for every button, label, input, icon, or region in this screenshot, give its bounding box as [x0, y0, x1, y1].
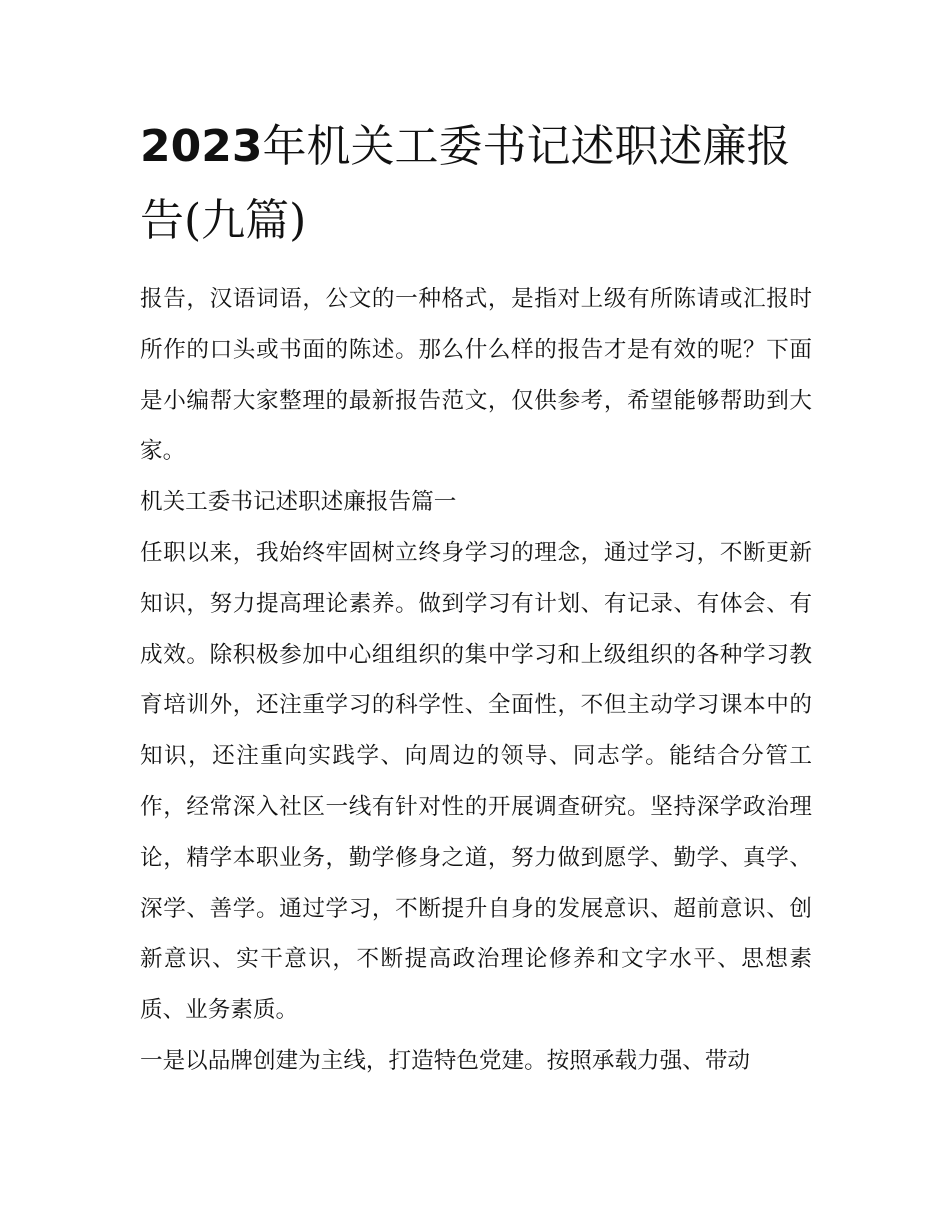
- section-heading: 机关工委书记述职述廉报告篇一: [140, 489, 457, 516]
- body-paragraph-1: 任职以来，我始终牢固树立终身学习的理念，通过学习，不断更新知识，努力提高理论素养。做到学习有计划、有记录、有体会、有成效。除积极参加中心组组织的集中学习和上级组织的各种学习教育培训外，还注重学习的科学性、全面性，不但主动学习课本中的知识，还注重向实践学、向周边的领导、同志学。能结合分管工作，经常深入社区一线有针对性的开展调查研究。坚持深学政治理论，精学本职业务，勤学修身之道，努力做到愿学、勤学、真学、深学、善学。通过学习，不断提升自身的发展意识、超前意识、创新意识、实干意识，不断提高政治理论修养和文字水平、思想素质、业务素质。: [140, 539, 812, 1024]
- document-page: [140, 110, 812, 1087]
- body-paragraph-2: 一是以品牌创建为主线，打造特色党建。按照承载力强、带动: [140, 1047, 751, 1074]
- intro-paragraph: 报告，汉语词语，公文的一种格式，是指对上级有所陈请或汇报时所作的口头或书面的陈述。那么什么样的报告才是有效的呢？下面是小编帮大家整理的最新报告范文，仅供参考，希望能够帮助到大家。: [140, 286, 812, 465]
- document-body: [140, 274, 812, 1087]
- title-text: 年机关工委书记述职述廉报告(九篇): [140, 121, 791, 246]
- title-year: 2023: [140, 121, 263, 172]
- document-title: [140, 110, 812, 258]
